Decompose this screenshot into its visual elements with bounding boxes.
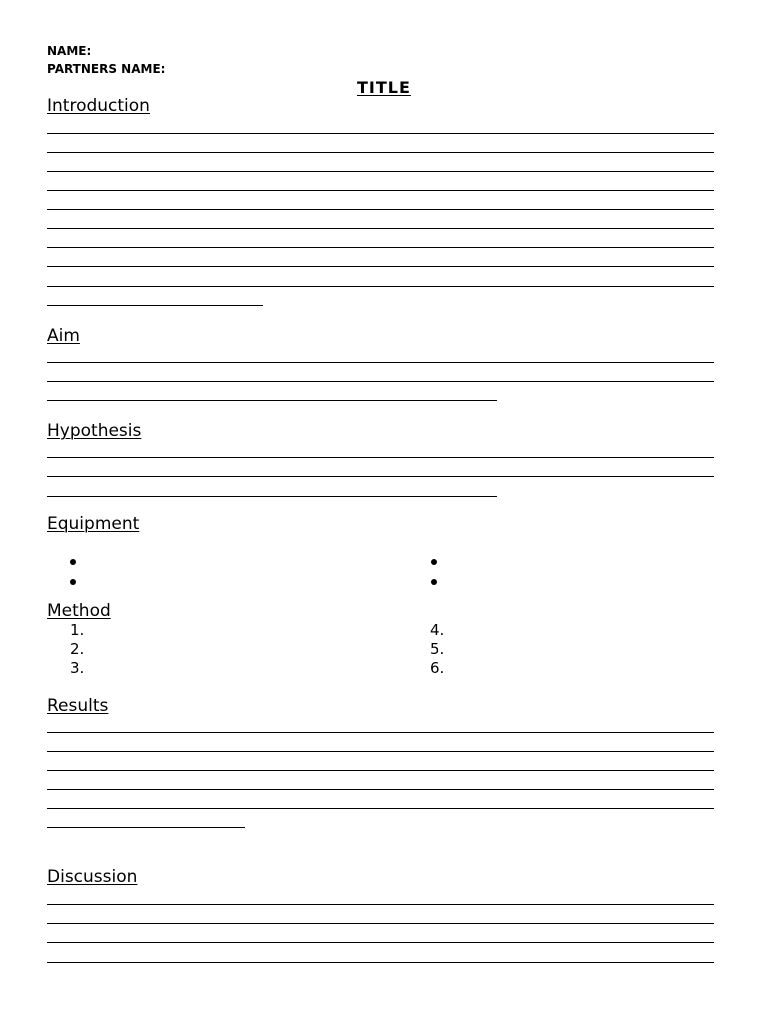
writing-line xyxy=(47,228,714,229)
writing-line xyxy=(47,133,714,134)
bullet-icon xyxy=(70,579,76,585)
aim-heading: Aim xyxy=(47,326,80,346)
page-title: TITLE xyxy=(357,78,411,97)
partners-name-label: PARTNERS NAME: xyxy=(47,62,166,76)
discussion-heading: Discussion xyxy=(47,867,138,887)
introduction-heading: Introduction xyxy=(47,96,150,116)
method-step-number: 4. xyxy=(430,621,445,639)
writing-line xyxy=(47,904,714,905)
writing-line xyxy=(47,751,714,752)
bullet-icon xyxy=(431,559,437,565)
hypothesis-heading: Hypothesis xyxy=(47,421,142,441)
bullet-icon xyxy=(431,579,437,585)
writing-line xyxy=(47,923,714,924)
method-step-number: 5. xyxy=(430,640,445,658)
method-step-number: 2. xyxy=(70,640,85,658)
method-step-number: 3. xyxy=(70,659,85,677)
writing-line xyxy=(47,381,714,382)
results-heading: Results xyxy=(47,696,109,716)
writing-line xyxy=(47,942,714,943)
writing-line xyxy=(47,457,714,458)
writing-line xyxy=(47,770,714,771)
writing-line xyxy=(47,247,714,248)
writing-line xyxy=(47,808,714,809)
writing-line xyxy=(47,789,714,790)
method-heading: Method xyxy=(47,601,111,621)
writing-line xyxy=(47,732,714,733)
writing-line xyxy=(47,152,714,153)
writing-line xyxy=(47,476,714,477)
writing-line xyxy=(47,362,714,363)
writing-line xyxy=(47,286,714,287)
method-step-number: 1. xyxy=(70,621,85,639)
writing-line xyxy=(47,305,263,306)
writing-line xyxy=(47,266,714,267)
writing-line xyxy=(47,496,497,497)
writing-line xyxy=(47,962,714,963)
writing-line xyxy=(47,190,714,191)
writing-line xyxy=(47,400,497,401)
name-label: NAME: xyxy=(47,44,92,58)
equipment-heading: Equipment xyxy=(47,514,140,534)
writing-line xyxy=(47,209,714,210)
writing-line xyxy=(47,827,245,828)
writing-line xyxy=(47,171,714,172)
bullet-icon xyxy=(70,559,76,565)
method-step-number: 6. xyxy=(430,659,445,677)
